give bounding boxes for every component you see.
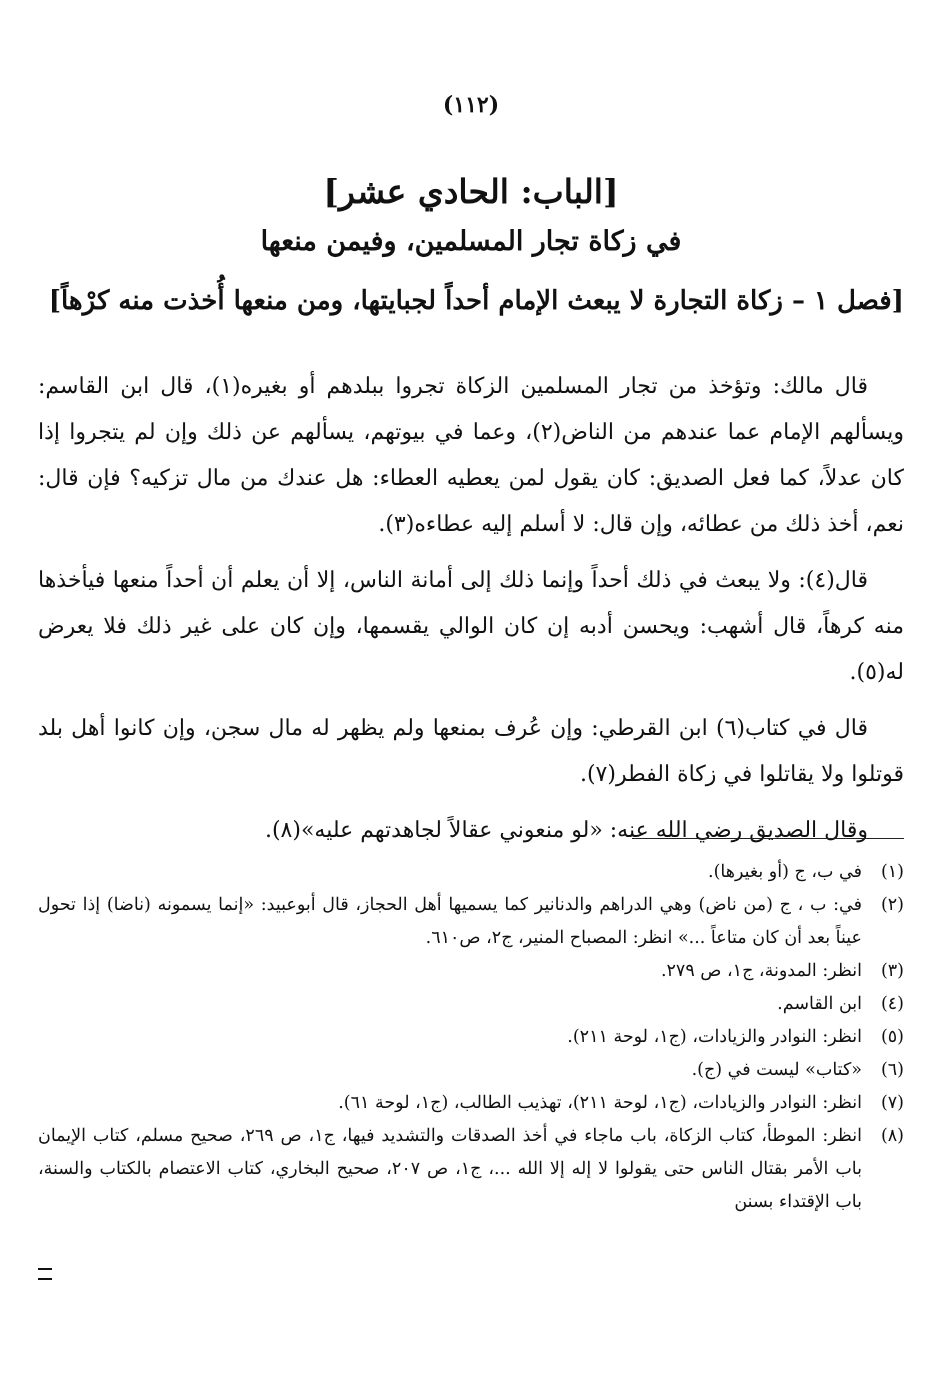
footnote-number: (٤) — [880, 994, 904, 1014]
footnote-text: ابن القاسم. — [777, 994, 862, 1014]
footnote-text: انظر: المدونة، ج١، ص ٢٧٩. — [660, 961, 862, 981]
footnote — [38, 1021, 904, 1054]
paragraph: قال(٤): ولا يبعث في ذلك أحداً وإنما ذلك إلى أمانة الناس، إلا أن يعلم أن أحداً منعها فيأخذها منه كرهاً، قال أشهب: ويحسن أدبه إن كان الوالي يقسمها، وإن كان على غير ذلك فلا يعرض له(٥). — [38, 568, 904, 685]
continuation-mark — [38, 1268, 52, 1280]
footnote-number: (١) — [880, 862, 904, 882]
footnote-number: (٥) — [880, 1027, 904, 1047]
footnotes — [38, 856, 904, 1219]
page-number: (١١٢) — [442, 92, 500, 118]
footnote — [38, 1120, 904, 1219]
footnote — [38, 1087, 904, 1120]
footnote-number: (٨) — [880, 1126, 904, 1146]
paragraph: وقال الصديق رضي الله عنه: «لو منعوني عقالاً لجاهدتهم عليه»(٨). — [264, 818, 868, 843]
body-text — [38, 364, 904, 864]
footnote — [38, 955, 904, 988]
footnote — [38, 889, 904, 955]
paragraph: قال مالك: وتؤخذ من تجار المسلمين الزكاة تجروا ببلدهم أو بغيره(١)، قال ابن القاسم: ويسألهم الإمام عما عندهم من الناض(٢)، وعما في بيوتهم، يسألهم عن ذلك وإن لم يتجروا إذا كان عدلاً، كما فعل الصديق: كان يقول لمن يعطيه العطاء: هل عندك من مال تزكيه؟ فإن قال: نعم، أخذ ذلك من عطائه، وإن قال: لا أسلم إليه عطاءه(٣). — [38, 374, 904, 537]
footnote — [38, 856, 904, 889]
footnote-text: في: ب ، ج (من ناض) وهي الدراهم والدنانير كما يسميها أهل الحجاز، قال أبوعبيد: «إنما يسمونه (ناضا) إذا تحول عيناً بعد أن كان متاعاً ...» انظر: المصباح المنير، ج٢، ص٦١٠. — [38, 895, 862, 948]
footnote-text: انظر: النوادر والزيادات، (ج١، لوحة ٢١١)، تهذيب الطالب، (ج١، لوحة ٦١). — [338, 1093, 862, 1113]
footnote-number: (٧) — [880, 1093, 904, 1113]
footnote-number: (٢) — [880, 895, 904, 915]
footnote — [38, 1054, 904, 1087]
footnote-text: انظر: الموطأ، كتاب الزكاة، باب ماجاء في أخذ الصدقات والتشديد فيها، ج١، ص ٢٦٩، صحيح مسلم، كتاب الإيمان باب الأمر بقتال الناس حتى يقولوا لا إله إلا الله ...، ج١، ص ٢٠٧، صحيح البخاري، كتاب الاعتصام بالكتاب والسنة، باب الإقتداء بسنن — [38, 1126, 863, 1212]
section-title: [فصل ١ – زكاة التجارة لا يبعث الإمام أحداً لجبايتها، ومن منعها أُخذت منه كرْهاً] — [48, 286, 904, 316]
chapter-title: [الباب: الحادي عشر] — [323, 172, 619, 211]
document-page — [38, 0, 904, 1383]
footnote-text: في ب، ج (أو بغيرها). — [708, 862, 862, 882]
footnote — [38, 988, 904, 1021]
footnote-number: (٣) — [880, 961, 904, 981]
chapter-subtitle: في زكاة تجار المسلمين، وفيمن منعها — [260, 226, 682, 257]
footnote-text: انظر: النوادر والزيادات، (ج١، لوحة ٢١١). — [567, 1027, 862, 1047]
paragraph: قال في كتاب(٦) ابن القرطي: وإن عُرف بمنعها ولم يظهر له مال سجن، وإن كانوا أهل بلد قوتلوا ولا يقاتلوا في زكاة الفطر(٧). — [38, 716, 904, 787]
footnote-divider — [632, 838, 904, 839]
footnote-number: (٦) — [880, 1060, 904, 1080]
footnote-text: «كتاب» ليست في (ج). — [691, 1060, 862, 1080]
